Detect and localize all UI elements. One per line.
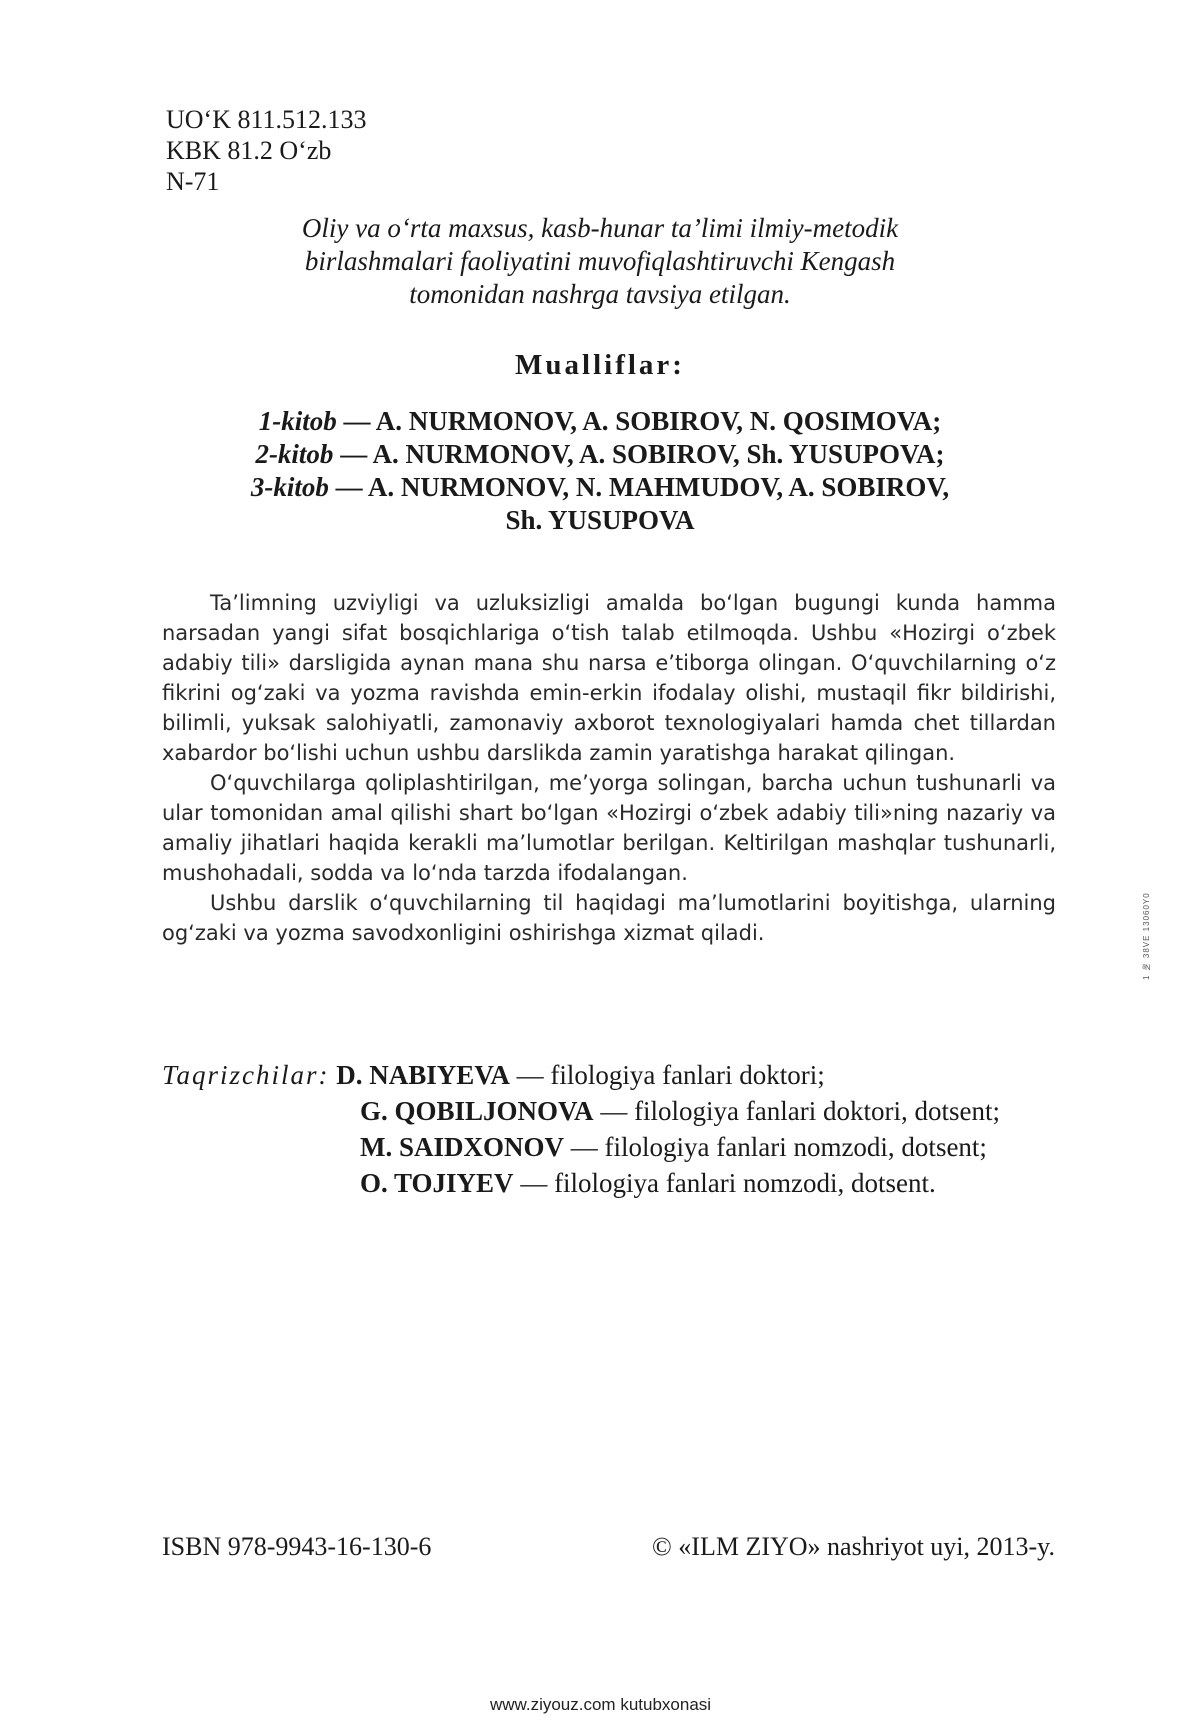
reviewer-title: — filologiya fanlari nomzodi, dotsent; [564, 1132, 987, 1162]
reviewer-name: G. QOBILJONOVA [360, 1096, 594, 1126]
classification-codes [166, 104, 367, 197]
authors-list [200, 405, 1000, 537]
reviewer-row [162, 1165, 1000, 1201]
recommendation-note [200, 212, 1000, 311]
author-names: — A. NURMONOV, A. SOBIROV, Sh. YUSUPOVA; [340, 439, 945, 469]
annotation-paragraph: O‘quvchilarga qoliplashtirilgan, me’yorga solingan, barcha uchun tushunarli va ular tomonidan amal qilishi shart bo‘lgan «Hozirgi o‘zbek adabiy tili»ning nazariy va amaliy jihatlari haqida kerakli ma’lumotlar berilgan. Keltirilgan mashqlar tushunarli, mushohadali, sodda va lo‘nda tarzda ifodalangan. [162, 771, 1056, 885]
book-label: 2-kitob [255, 439, 334, 469]
copyright: © «ILM ZIYO» nashriyot uyi, 2013-y. [652, 1532, 1055, 1561]
recommendation-line: Oliy va o‘rta maxsus, kasb-hunar ta’limi ilmiy-metodik [301, 213, 899, 243]
footer-url[interactable]: www.ziyouz.com kutubxonasi [489, 1695, 712, 1714]
side-stamp: 1 № 38VE 13060Y0 [1142, 892, 1151, 980]
author-names: — A. NURMONOV, A. SOBIROV, N. QOSIMOVA; [343, 406, 942, 436]
author-names: — A. NURMONOV, N. MAHMUDOV, A. SOBIROV, [335, 472, 950, 502]
reviewer-title: — filologiya fanlari doktori, dotsent; [593, 1096, 1000, 1126]
author-line [200, 471, 1000, 504]
reviewer-row [162, 1129, 1000, 1165]
book-label: 1-kitob [258, 406, 337, 436]
reviewer-row [162, 1057, 1000, 1093]
annotation-paragraph: Ta’limning uzviyligi va uzluksizligi amalda bo‘lgan bugungi kunda hamma narsadan yangi sifat bosqichlariga o‘tish talab etilmoqda. Ushbu «Hozirgi o‘zbek adabiy tili» darsligida aynan mana shu narsa e’tiborga olingan. O‘quvchilarning o‘z fikrini og‘zaki va yozma ravishda emin-erkin ifodalay olishi, mustaqil fikr bildirishi, bilimli, yuksak salohiyatli, zamonaviy axborot texnologiyalari hamda chet tillardan xabardor bo‘lishi uchun ushbu darslikda zamin yaratishga harakat qilingan. [162, 591, 1056, 765]
bbk-code: KBK 81.2 O‘zb [166, 136, 332, 165]
reviewer-name: M. SAIDXONOV [360, 1132, 565, 1162]
authors-heading: Mualliflar: [515, 349, 685, 381]
reviewer-row [162, 1093, 1000, 1129]
recommendation-line: birlashmalari faoliyatini muvofiqlashtiruvchi Kengash [304, 246, 896, 276]
author-line [200, 405, 1000, 438]
author-line [200, 504, 1000, 537]
author-line [200, 438, 1000, 471]
reviewers-block [162, 1057, 1000, 1201]
recommendation-line: tomonidan nashrga tavsiya etilgan. [409, 279, 791, 309]
annotation-text [162, 588, 1056, 948]
udk-code: UO‘K 811.512.133 [166, 105, 367, 134]
isbn: ISBN 978-9943-16-130-6 [162, 1532, 432, 1561]
reviewer-name: O. TOJIYEV [360, 1168, 514, 1198]
author-names: Sh. YUSUPOVA [505, 505, 695, 535]
book-label: 3-kitob [250, 472, 329, 502]
reviewers-label: Taqrizchilar: [162, 1060, 330, 1090]
reviewer-name: D. NABIYEVA [336, 1060, 510, 1090]
annotation-paragraph: Ushbu darslik o‘quvchilarning til haqidagi ma’lumotlarini boyitishga, ularning og‘zaki va yozma savodxonligini oshirishga xizmat qiladi. [162, 891, 1056, 945]
reviewer-title: — filologiya fanlari doktori; [509, 1060, 825, 1090]
author-mark: N-71 [166, 167, 220, 196]
reviewer-title: — filologiya fanlari nomzodi, dotsent. [513, 1168, 936, 1198]
